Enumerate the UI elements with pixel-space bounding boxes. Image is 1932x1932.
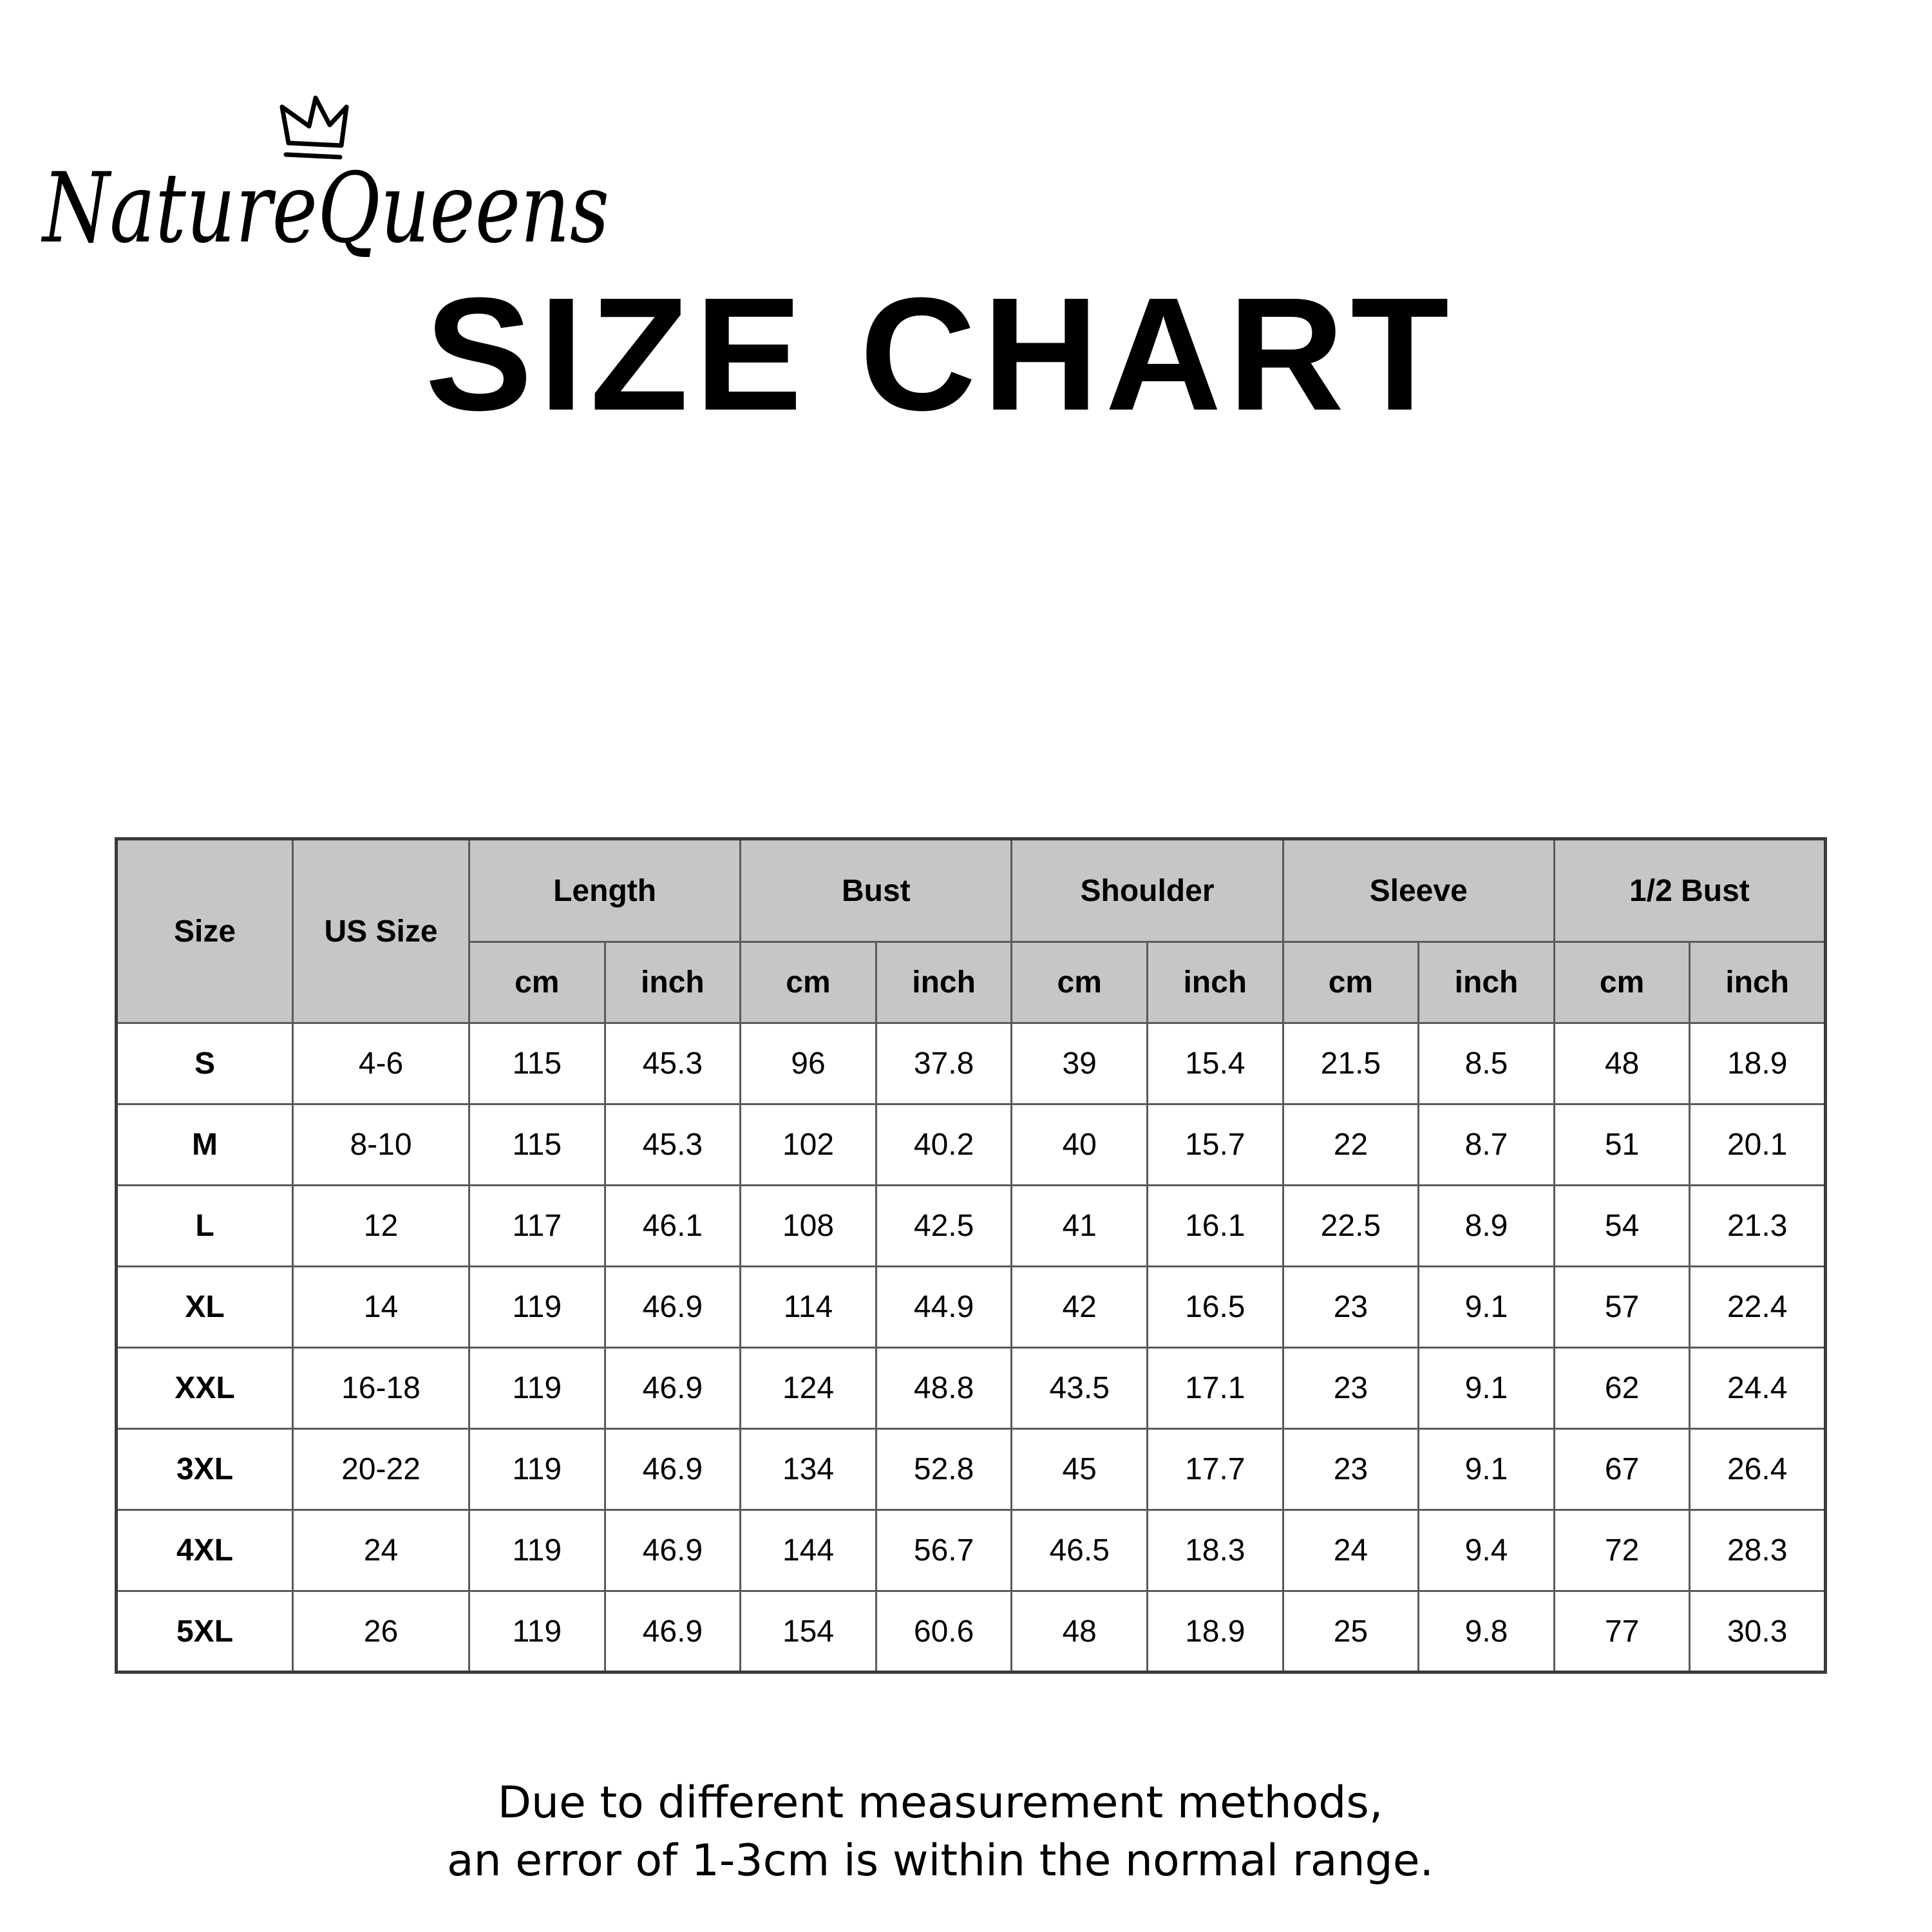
us-size-cell: 4-6	[293, 1023, 469, 1104]
unit-header-inch: inch	[1147, 942, 1283, 1023]
measurement-cell: 60.6	[876, 1591, 1012, 1672]
measurement-cell: 18.3	[1147, 1510, 1283, 1591]
measurement-cell: 41	[1012, 1186, 1148, 1267]
measurement-cell: 23	[1283, 1429, 1419, 1510]
measurement-cell: 119	[469, 1510, 605, 1591]
size-cell: L	[117, 1186, 293, 1267]
measurement-cell: 108	[741, 1186, 876, 1267]
measurement-cell: 45.3	[605, 1104, 741, 1186]
measurement-cell: 22.4	[1690, 1267, 1826, 1348]
measurement-cell: 22	[1283, 1104, 1419, 1186]
table-body	[117, 1023, 1826, 1672]
measurement-cell: 43.5	[1012, 1348, 1148, 1429]
us-size-cell: 12	[293, 1186, 469, 1267]
measurement-cell: 46.9	[605, 1510, 741, 1591]
measurement-cell: 23	[1283, 1267, 1419, 1348]
size-cell: 4XL	[117, 1510, 293, 1591]
us-size-cell: 20-22	[293, 1429, 469, 1510]
measurement-cell: 9.1	[1419, 1348, 1555, 1429]
size-table	[115, 837, 1827, 1674]
measurement-cell: 9.1	[1419, 1429, 1555, 1510]
measurement-cell: 48.8	[876, 1348, 1012, 1429]
measurement-cell: 45	[1012, 1429, 1148, 1510]
measurement-cell: 72	[1554, 1510, 1690, 1591]
measurement-cell: 40.2	[876, 1104, 1012, 1186]
table-row	[117, 1348, 1826, 1429]
group-header-half-bust: 1/2 Bust	[1554, 839, 1825, 942]
measurement-cell: 8.5	[1419, 1023, 1555, 1104]
measurement-cell: 21.5	[1283, 1023, 1419, 1104]
measurement-cell: 46.5	[1012, 1510, 1148, 1591]
unit-header-cm: cm	[1283, 942, 1419, 1023]
table-row	[117, 1591, 1826, 1672]
measurement-cell: 124	[741, 1348, 876, 1429]
measurement-cell: 21.3	[1690, 1186, 1826, 1267]
measurement-cell: 62	[1554, 1348, 1690, 1429]
unit-header-inch: inch	[876, 942, 1012, 1023]
size-cell: 3XL	[117, 1429, 293, 1510]
size-header: Size	[117, 839, 293, 1023]
table-row	[117, 1186, 1826, 1267]
measurement-cell: 154	[741, 1591, 876, 1672]
table-row	[117, 1267, 1826, 1348]
unit-header-cm: cm	[469, 942, 605, 1023]
unit-header-cm: cm	[1554, 942, 1690, 1023]
measurement-cell: 67	[1554, 1429, 1690, 1510]
measurement-cell: 39	[1012, 1023, 1148, 1104]
measurement-cell: 144	[741, 1510, 876, 1591]
brand-logo	[39, 97, 618, 283]
measurement-cell: 48	[1012, 1591, 1148, 1672]
page-title: SIZE CHART	[425, 264, 1455, 444]
size-cell: XL	[117, 1267, 293, 1348]
measurement-cell: 115	[469, 1104, 605, 1186]
measurement-cell: 102	[741, 1104, 876, 1186]
measurement-cell: 46.9	[605, 1591, 741, 1672]
measurement-cell: 96	[741, 1023, 876, 1104]
measurement-cell: 77	[1554, 1591, 1690, 1672]
size-cell: S	[117, 1023, 293, 1104]
measurement-cell: 28.3	[1690, 1510, 1826, 1591]
measurement-cell: 46.9	[605, 1348, 741, 1429]
measurement-cell: 119	[469, 1267, 605, 1348]
unit-header-cm: cm	[741, 942, 876, 1023]
us-size-cell: 24	[293, 1510, 469, 1591]
measurement-cell: 52.8	[876, 1429, 1012, 1510]
unit-header-inch: inch	[605, 942, 741, 1023]
measurement-cell: 45.3	[605, 1023, 741, 1104]
measurement-cell: 46.9	[605, 1267, 741, 1348]
us-size-cell: 14	[293, 1267, 469, 1348]
measurement-cell: 114	[741, 1267, 876, 1348]
unit-header-inch: inch	[1690, 942, 1826, 1023]
measurement-cell: 117	[469, 1186, 605, 1267]
crown-icon	[282, 98, 346, 157]
measurement-cell: 15.4	[1147, 1023, 1283, 1104]
note-line-2: an error of 1-3cm is within the normal range.	[446, 1835, 1434, 1886]
measurement-cell: 9.1	[1419, 1267, 1555, 1348]
measurement-cell: 57	[1554, 1267, 1690, 1348]
us-size-cell: 8-10	[293, 1104, 469, 1186]
measurement-cell: 9.4	[1419, 1510, 1555, 1591]
measurement-cell: 134	[741, 1429, 876, 1510]
measurement-cell: 26.4	[1690, 1429, 1826, 1510]
table-row	[117, 1104, 1826, 1186]
measurement-cell: 17.7	[1147, 1429, 1283, 1510]
measurement-cell: 40	[1012, 1104, 1148, 1186]
measurement-cell: 22.5	[1283, 1186, 1419, 1267]
table-row	[117, 1023, 1826, 1104]
note-line-1: Due to different measurement methods,	[497, 1777, 1383, 1828]
measurement-cell: 54	[1554, 1186, 1690, 1267]
measurement-cell: 56.7	[876, 1510, 1012, 1591]
measurement-cell: 48	[1554, 1023, 1690, 1104]
measurement-cell: 20.1	[1690, 1104, 1826, 1186]
measurement-note	[0, 1774, 1880, 1890]
measurement-cell: 24	[1283, 1510, 1419, 1591]
header-row	[117, 839, 1826, 942]
size-cell: M	[117, 1104, 293, 1186]
measurement-cell: 46.1	[605, 1186, 741, 1267]
table-row	[117, 1510, 1826, 1591]
us-size-header: US Size	[293, 839, 469, 1023]
measurement-cell: 115	[469, 1023, 605, 1104]
group-header-bust: Bust	[741, 839, 1012, 942]
size-cell: 5XL	[117, 1591, 293, 1672]
brand-name: NatureQueens	[41, 153, 609, 265]
measurement-cell: 37.8	[876, 1023, 1012, 1104]
measurement-cell: 8.9	[1419, 1186, 1555, 1267]
measurement-cell: 119	[469, 1591, 605, 1672]
measurement-cell: 51	[1554, 1104, 1690, 1186]
measurement-cell: 17.1	[1147, 1348, 1283, 1429]
measurement-cell: 23	[1283, 1348, 1419, 1429]
measurement-cell: 42.5	[876, 1186, 1012, 1267]
group-header-length: Length	[469, 839, 741, 942]
group-header-sleeve: Sleeve	[1283, 839, 1554, 942]
measurement-cell: 119	[469, 1348, 605, 1429]
us-size-cell: 16-18	[293, 1348, 469, 1429]
size-cell: XXL	[117, 1348, 293, 1429]
measurement-cell: 9.8	[1419, 1591, 1555, 1672]
group-header-shoulder: Shoulder	[1012, 839, 1283, 942]
measurement-cell: 24.4	[1690, 1348, 1826, 1429]
unit-header-inch: inch	[1419, 942, 1555, 1023]
us-size-cell: 26	[293, 1591, 469, 1672]
measurement-cell: 25	[1283, 1591, 1419, 1672]
unit-header-cm: cm	[1012, 942, 1148, 1023]
measurement-cell: 18.9	[1147, 1591, 1283, 1672]
measurement-cell: 42	[1012, 1267, 1148, 1348]
measurement-cell: 46.9	[605, 1429, 741, 1510]
table-row	[117, 1429, 1826, 1510]
measurement-cell: 119	[469, 1429, 605, 1510]
measurement-cell: 16.5	[1147, 1267, 1283, 1348]
measurement-cell: 15.7	[1147, 1104, 1283, 1186]
measurement-cell: 18.9	[1690, 1023, 1826, 1104]
measurement-cell: 44.9	[876, 1267, 1012, 1348]
measurement-cell: 8.7	[1419, 1104, 1555, 1186]
measurement-cell: 16.1	[1147, 1186, 1283, 1267]
measurement-cell: 30.3	[1690, 1591, 1826, 1672]
